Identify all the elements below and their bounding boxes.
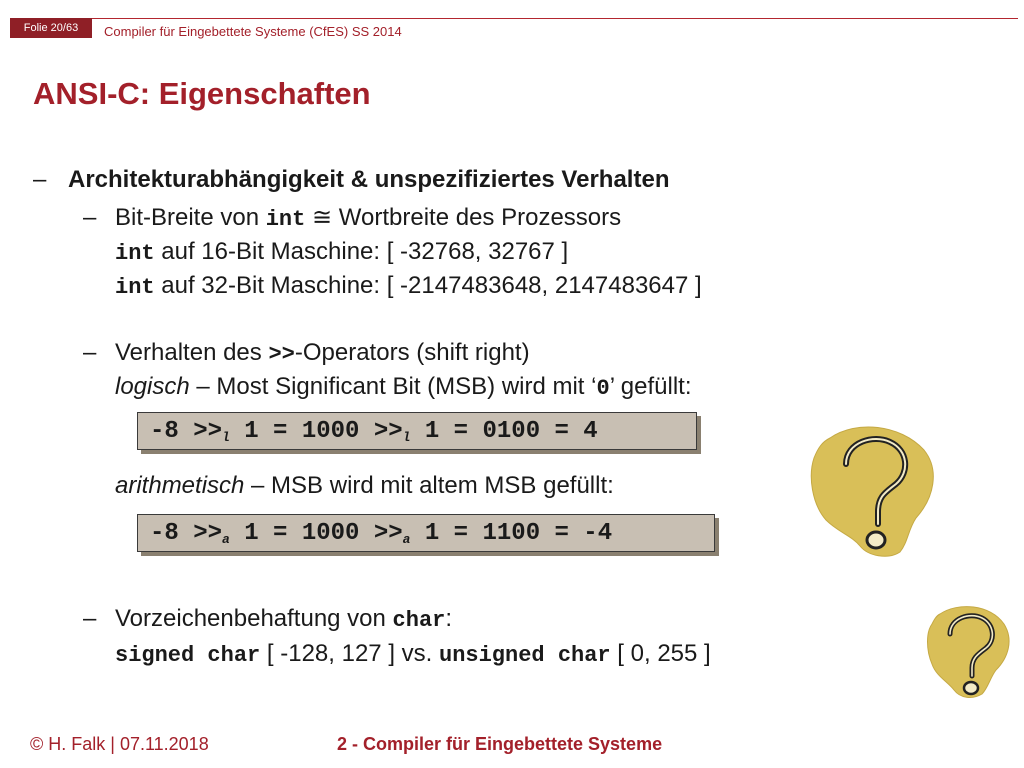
text: [ 0, 255 ] — [610, 640, 711, 667]
slide-number-tab: Folie 20/63 — [10, 18, 92, 38]
slide-title: ANSI-C: Eigenschaften — [33, 76, 371, 111]
sub-bullet-dash: – — [83, 204, 97, 231]
subscript: a — [402, 532, 411, 547]
char-sign-line — [115, 605, 452, 635]
arithmetic-shift-line — [115, 472, 614, 500]
subscript: l — [222, 430, 230, 445]
text: -Operators (shift right) — [294, 339, 530, 366]
subscript: a — [222, 532, 230, 547]
main-bullet-text: Architekturabhängigkeit & unspezifiziertes Verhalten — [68, 166, 670, 193]
question-mark-icon — [808, 420, 938, 560]
subscript: l — [402, 430, 411, 445]
code-part: -8 >> — [150, 418, 223, 445]
header-divider — [92, 18, 1018, 19]
question-mark-icon — [926, 602, 1010, 700]
text: Verhalten des — [115, 339, 269, 366]
text: ’ gefüllt: — [609, 373, 692, 400]
code-zero: 0 — [596, 376, 610, 401]
code-int: int — [265, 207, 306, 232]
text: [ -128, 127 ] vs. — [260, 640, 439, 667]
logical-shift-line — [115, 373, 692, 403]
bullet-dash: – — [33, 166, 47, 193]
term-arithmetisch: arithmetisch — [115, 472, 245, 499]
text: – MSB wird mit altem MSB gefüllt: — [244, 472, 614, 499]
text: Wortbreite des Prozessors — [338, 204, 622, 231]
code-int: int — [115, 275, 155, 300]
int-16bit-line — [115, 238, 568, 268]
text: auf 32-Bit Maschine: [ -2147483648, 2147483647 ] — [154, 272, 702, 299]
footer-author-date: © H. Falk | 07.11.2018 — [30, 734, 209, 754]
code-part: 1 = 1000 >> — [229, 418, 403, 445]
code-int: int — [115, 241, 155, 266]
sub-bullet-dash: – — [83, 339, 97, 366]
text: : — [445, 605, 453, 632]
term-logisch: logisch — [115, 373, 190, 400]
int-32bit-line — [115, 272, 702, 302]
logical-shift-example-box — [137, 412, 697, 450]
code-part: -8 >> — [150, 520, 223, 547]
code-unsigned-char: unsigned char — [439, 643, 611, 668]
arithmetic-shift-example-box — [137, 514, 715, 552]
int-width-line — [115, 204, 621, 234]
course-title: Compiler für Eingebettete Systeme (CfES) SS 2014 — [104, 24, 402, 39]
footer-course-title: 2 - Compiler für Eingebettete Systeme — [337, 734, 663, 754]
shift-operator-line — [115, 339, 530, 369]
code-shift: >> — [268, 342, 295, 367]
char-range-line — [115, 640, 711, 670]
code-part: 1 = 1000 >> — [229, 520, 403, 547]
text: – Most Significant Bit (MSB) wird mit ‘ — [189, 373, 597, 400]
code-part: 1 = 1100 = -4 — [410, 520, 613, 547]
text: auf 16-Bit Maschine: [ -32768, 32767 ] — [154, 238, 569, 265]
sub-bullet-dash: – — [83, 605, 97, 632]
code-part: 1 = 0100 = 4 — [410, 418, 598, 445]
text: Bit-Breite von — [115, 204, 266, 231]
code-signed-char: signed char — [115, 643, 261, 668]
code-char: char — [392, 608, 446, 633]
text: Vorzeichenbehaftung von — [115, 605, 393, 632]
approx-symbol: ≅ — [305, 204, 339, 231]
